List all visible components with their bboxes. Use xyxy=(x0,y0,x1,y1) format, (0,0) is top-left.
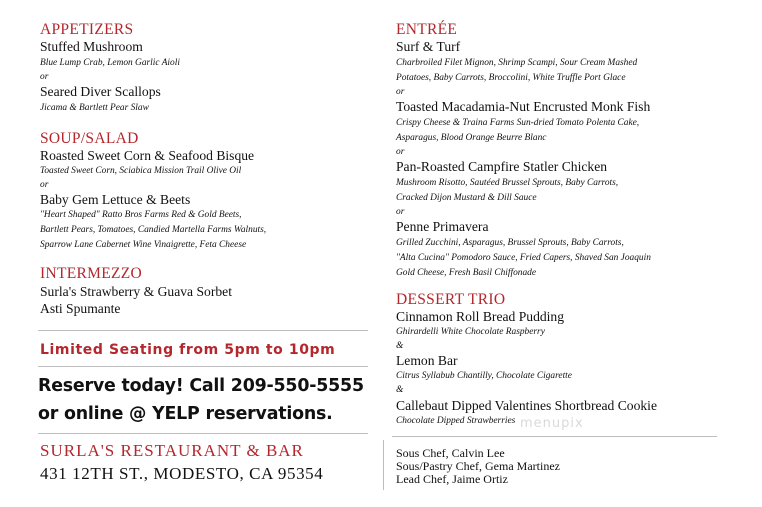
chef-credit: Lead Chef, Jaime Ortiz xyxy=(396,472,508,486)
and-separator: & xyxy=(396,385,404,395)
seating-notice: Limited Seating from 5pm to 10pm xyxy=(40,342,336,358)
dish-stuffed-mushroom: Stuffed Mushroom xyxy=(40,39,143,54)
entree-heading: ENTRÉE xyxy=(396,21,458,38)
intermezzo-asti: Asti Spumante xyxy=(40,301,121,316)
soup-salad-heading: SOUP/SALAD xyxy=(40,130,139,147)
and-separator: & xyxy=(396,341,404,351)
or-separator: or xyxy=(40,180,49,190)
dessert-heading: DESSERT TRIO xyxy=(396,291,506,308)
or-separator: or xyxy=(40,72,49,82)
dish-description: Gold Cheese, Fresh Basil Chiffonade xyxy=(396,268,537,278)
dish-corn-bisque: Roasted Sweet Corn & Seafood Bisque xyxy=(40,148,255,163)
dish-bread-pudding: Cinnamon Roll Bread Pudding xyxy=(396,309,565,324)
reserve-line-2: or online @ YELP reservations. xyxy=(38,404,333,424)
or-separator: or xyxy=(396,147,405,157)
dish-description: Charbroiled Filet Mignon, Shrimp Scampi, Sour Cream Mashed xyxy=(396,58,638,68)
dish-description: "Alta Cucina" Pomodoro Sauce, Fried Capers, Shaved San Joaquin xyxy=(396,253,651,263)
divider xyxy=(392,436,717,437)
appetizers-heading: APPETIZERS xyxy=(40,21,134,38)
watermark-logo: menupix xyxy=(520,416,584,431)
dish-seared-scallops: Seared Diver Scallops xyxy=(40,84,161,99)
restaurant-address: 431 12TH ST., MODESTO, CA 95354 xyxy=(40,464,324,483)
reserve-line-1: Reserve today! Call 209-550-5555 xyxy=(38,376,364,396)
or-separator: or xyxy=(396,207,405,217)
chef-credit: Sous/Pastry Chef, Gema Martinez xyxy=(396,459,560,473)
intermezzo-sorbet: Surla's Strawberry & Guava Sorbet xyxy=(40,284,232,299)
divider xyxy=(38,330,368,331)
dish-description: Crispy Cheese & Traina Farms Sun-dried Tomato Polenta Cake, xyxy=(396,118,640,128)
dish-monk-fish: Toasted Macadamia-Nut Encrusted Monk Fish xyxy=(396,99,651,114)
chef-credit: Sous Chef, Calvin Lee xyxy=(396,446,505,460)
dish-description: Sparrow Lane Cabernet Wine Vinaigrette, Feta Cheese xyxy=(40,240,247,250)
dish-lemon-bar: Lemon Bar xyxy=(396,353,458,368)
dish-description: Asparagus, Blood Orange Beurre Blanc xyxy=(396,133,547,143)
dish-description: Mushroom Risotto, Sautéed Brussel Sprouts, Baby Carrots, xyxy=(396,178,619,188)
dish-surf-turf: Surf & Turf xyxy=(396,39,461,54)
dish-description: Blue Lump Crab, Lemon Garlic Aioli xyxy=(40,58,180,68)
intermezzo-heading: INTERMEZZO xyxy=(40,265,143,282)
divider xyxy=(38,433,368,434)
dish-shortbread-cookie: Callebaut Dipped Valentines Shortbread Cookie xyxy=(396,398,657,413)
dish-penne-primavera: Penne Primavera xyxy=(396,219,489,234)
dish-statler-chicken: Pan-Roasted Campfire Statler Chicken xyxy=(396,159,608,174)
dish-description: Cracked Dijon Mustard & Dill Sauce xyxy=(396,193,537,203)
dish-description: Potatoes, Baby Carrots, Broccolini, White Truffle Port Glace xyxy=(396,73,626,83)
dish-description: "Heart Shaped" Ratto Bros Farms Red & Gold Beets, xyxy=(40,210,242,220)
dish-description: Bartlett Pears, Tomatoes, Candied Martella Farms Walnuts, xyxy=(40,225,267,235)
column-divider xyxy=(383,440,384,490)
dish-description: Ghirardelli White Chocolate Raspberry xyxy=(396,327,545,337)
dish-baby-gem-lettuce: Baby Gem Lettuce & Beets xyxy=(40,192,191,207)
dish-description: Chocolate Dipped Strawberries xyxy=(396,416,516,426)
restaurant-name: SURLA'S RESTAURANT & BAR xyxy=(40,441,304,460)
dish-description: Citrus Syllabub Chantilly, Chocolate Cigarette xyxy=(396,371,572,381)
dish-description: Jicama & Bartlett Pear Slaw xyxy=(40,103,149,113)
dish-description: Toasted Sweet Corn, Sciabica Mission Trail Olive Oil xyxy=(40,166,242,176)
dish-description: Grilled Zucchini, Asparagus, Brussel Sprouts, Baby Carrots, xyxy=(396,238,624,248)
divider xyxy=(38,366,368,367)
or-separator: or xyxy=(396,87,405,97)
